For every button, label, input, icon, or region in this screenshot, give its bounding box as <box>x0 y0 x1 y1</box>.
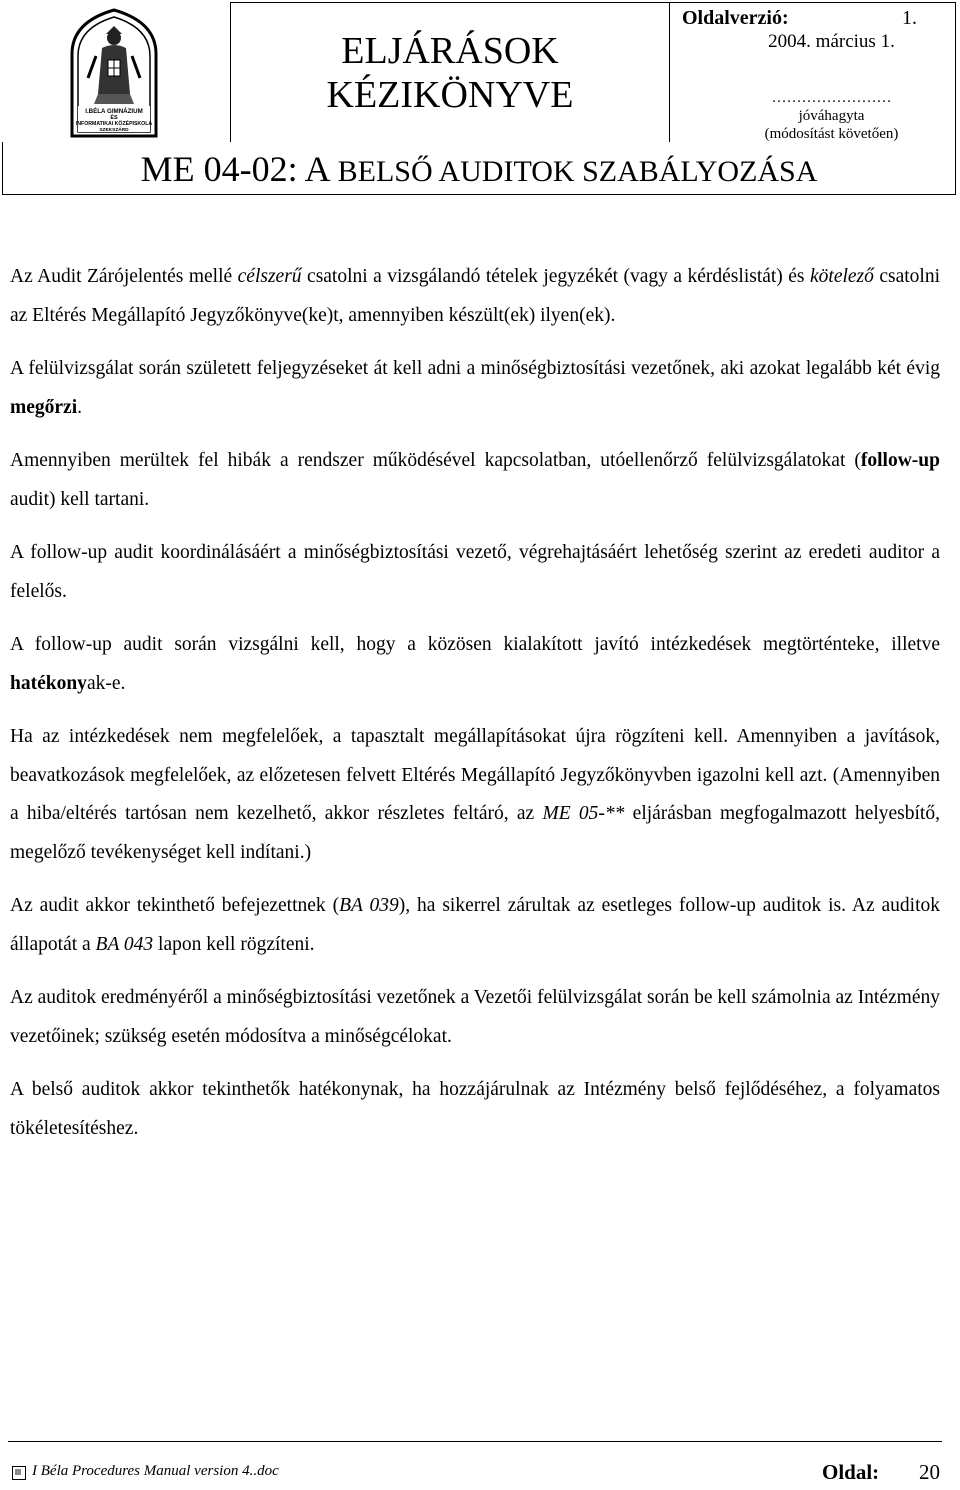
body-paragraph-4: A follow-up audit koordinálásáért a minőségbiztosítási vezető, végrehajtásáért lehetőség szerint az eredeti auditor a felelős. <box>10 542 940 602</box>
version-row <box>682 7 935 30</box>
version-date: 2004. március 1. <box>768 31 895 52</box>
footer-page-label: Oldal: <box>822 1460 880 1484</box>
document-title <box>3 148 955 193</box>
body-paragraph-1: Az Audit Zárójelentés mellé célszerű csatolni a vizsgálandó tételek jegyzékét (vagy a kérdéslistát) és kötelező csatolni az Eltérés Megállapító Jegyzőkönyve(ke)t, amennyiben készült(ek) ilyen(ek). <box>10 266 941 326</box>
body-paragraph-8: Az auditok eredményéről a minőségbiztosítási vezetőnek a Vezetői felülvizsgálat során be kell számolnia az Intézmény vezetőinek; szükség esetén módosítva a minőségcélokat. <box>10 987 940 1047</box>
body-paragraph-2: A felülvizsgálat során született feljegyzéseket át kell adni a minőségbiztosítási vezetőnek, aki azokat legalább két évig megőrzi. <box>10 358 940 418</box>
approval-block <box>670 89 955 143</box>
version-label: Oldalverzió: <box>682 7 789 29</box>
logo-text-line1: I.BÉLA GIMNÁZIUM <box>85 108 143 115</box>
approval-word: jóváhagyta <box>798 108 865 124</box>
footer-divider <box>8 1441 942 1442</box>
manual-title-line2: KÉZIKÖNYVE <box>326 74 574 116</box>
document-title-rest: BELSŐ AUDITOK SZABÁLYOZÁSA <box>337 155 818 188</box>
body-paragraph-6: Ha az intézkedések nem megfelelőek, a tapasztalt megállapításokat újra rögzíteni kell. Amennyiben a javítások, beavatkozások megfelelőek, az előzetesen felvett Eltérés Megállapító Jegyzőkönyvben igazolni kell azt. (Amennyiben a hiba/eltérés tartósan nem kezelhető, akkor részletes feltáró, az ME 05-** eljárásban megfogalmazott helyesbítő, megelőző tevékenységet kell indítani.) <box>10 726 940 863</box>
document-title-prefix: ME 04-02: A <box>140 149 329 189</box>
school-crest-logo <box>68 8 160 138</box>
footer-document-name: I Béla Procedures Manual version 4..doc <box>32 1463 279 1479</box>
logo-cell <box>2 2 230 142</box>
document-header <box>2 2 956 194</box>
document-icon <box>12 1466 26 1480</box>
approval-dots: …………………… <box>771 90 892 106</box>
logo-text-line3: INFORMATIKAI KÖZÉPISKOLA <box>75 121 153 127</box>
logo-text-line2: ÉS <box>110 115 118 121</box>
approval-note: (módosítást követően) <box>764 126 899 142</box>
logo-text-line4: SZEKSZÁRD <box>99 128 129 133</box>
footer-page-number: 20 <box>919 1460 940 1484</box>
body-paragraph-5: A follow-up audit során vizsgálni kell, hogy a közösen kialakított javító intézkedések megtörténteke, illetve hatékonyak-e. <box>10 634 940 694</box>
manual-title-cell <box>230 2 670 144</box>
version-number: 1. <box>902 7 917 29</box>
version-cell <box>669 2 956 144</box>
body-paragraph-3: Amennyiben merültek fel hibák a rendszer működésével kapcsolatban, utóellenőrző felülvizsgálatokat (follow-up audit) kell tartani. <box>10 450 940 510</box>
manual-title-line1: ELJÁRÁSOK <box>341 30 559 72</box>
manual-title <box>231 29 669 117</box>
document-body <box>10 258 940 1163</box>
body-paragraph-7: Az audit akkor tekinthető befejezettnek (BA 039), ha sikerrel zárultak az esetleges follow-up auditok is. Az auditok állapotát a BA 043 lapon kell rögzíteni. <box>10 895 940 955</box>
body-paragraph-9: A belső auditok akkor tekinthetők hatékonynak, ha hozzájárulnak az Intézmény belső fejlődéséhez, a folyamatos tökéletesítéshez. <box>10 1079 940 1139</box>
document-title-cell <box>2 142 956 195</box>
